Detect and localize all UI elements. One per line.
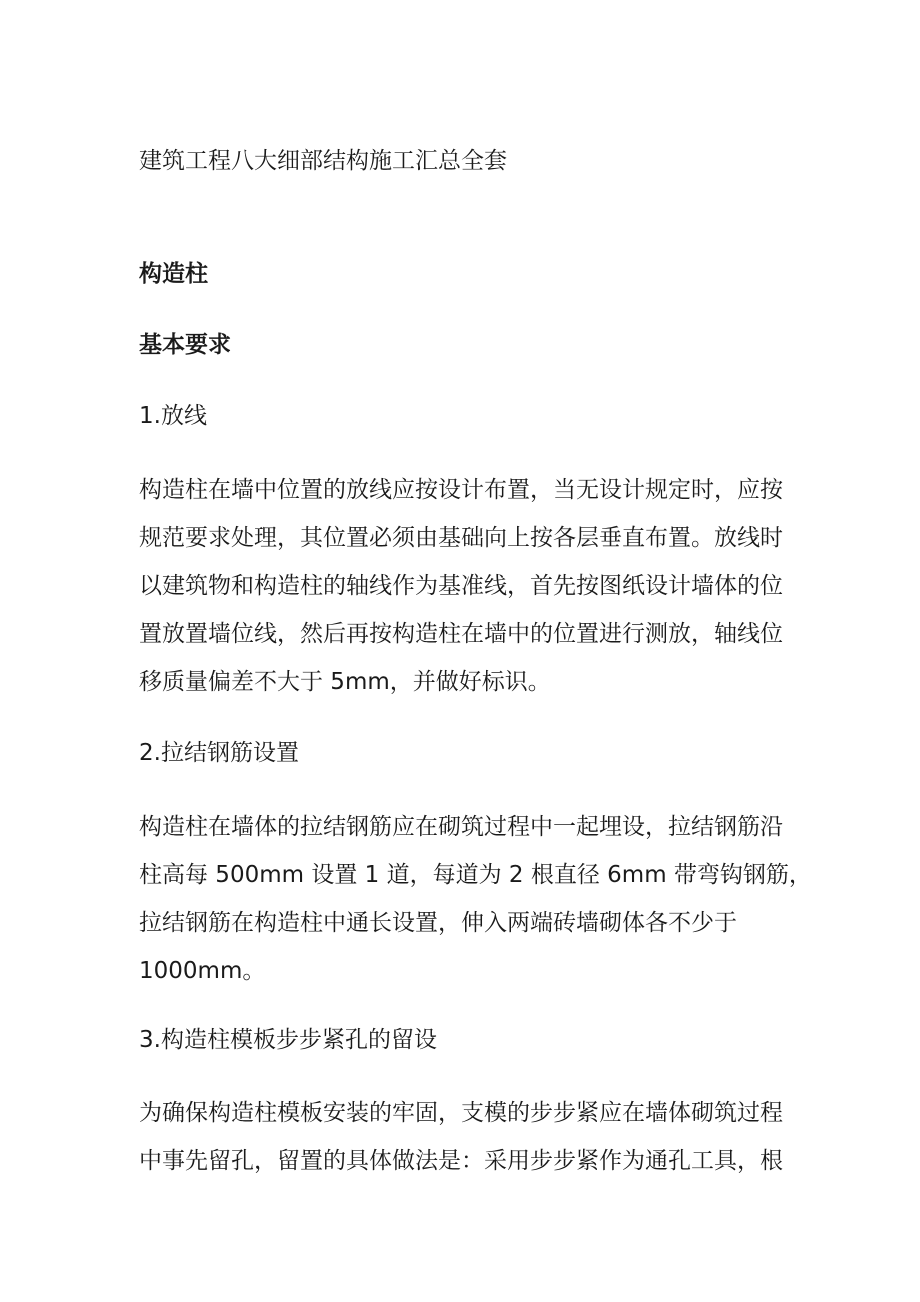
paragraph-line: 置放置墙位线，然后再按构造柱在墙中的位置进行测放，轴线位	[139, 621, 783, 647]
sub-heading-basic-requirements: 基本要求	[139, 332, 231, 358]
paragraph-line: 构造柱在墙中位置的放线应按设计布置，当无设计规定时，应按	[139, 477, 783, 503]
item-paragraph-1	[139, 466, 809, 706]
paragraph-line: 中事先留孔，留置的具体做法是：采用步步紧作为通孔工具，根	[139, 1148, 783, 1174]
item-heading-1: 1.放线	[139, 403, 207, 429]
paragraph-line: 1000mm。	[139, 958, 266, 984]
paragraph-line: 为确保构造柱模板安装的牢固，支模的步步紧应在墙体砌筑过程	[139, 1100, 783, 1126]
paragraph-line: 拉结钢筋在构造柱中通长设置，伸入两端砖墙砌体各不少于	[139, 910, 737, 936]
item-heading-3: 3.构造柱模板步步紧孔的留设	[139, 1027, 437, 1053]
paragraph-line: 构造柱在墙体的拉结钢筋应在砌筑过程中一起埋设，拉结钢筋沿	[139, 814, 783, 840]
section-heading-gouzaozhu: 构造柱	[139, 261, 208, 287]
document-title: 建筑工程八大细部结构施工汇总全套	[139, 148, 507, 174]
paragraph-line: 以建筑物和构造柱的轴线作为基准线，首先按图纸设计墙体的位	[139, 573, 783, 599]
paragraph-line: 规范要求处理，其位置必须由基础向上按各层垂直布置。放线时	[139, 525, 783, 551]
item-heading-2: 2.拉结钢筋设置	[139, 740, 299, 766]
paragraph-line: 柱高每 500mm 设置 1 道，每道为 2 根直径 6mm 带弯钩钢筋，	[139, 862, 812, 888]
item-paragraph-3	[139, 1089, 809, 1185]
paragraph-line: 移质量偏差不大于 5mm，并做好标识。	[139, 669, 551, 695]
item-paragraph-2	[139, 803, 812, 995]
